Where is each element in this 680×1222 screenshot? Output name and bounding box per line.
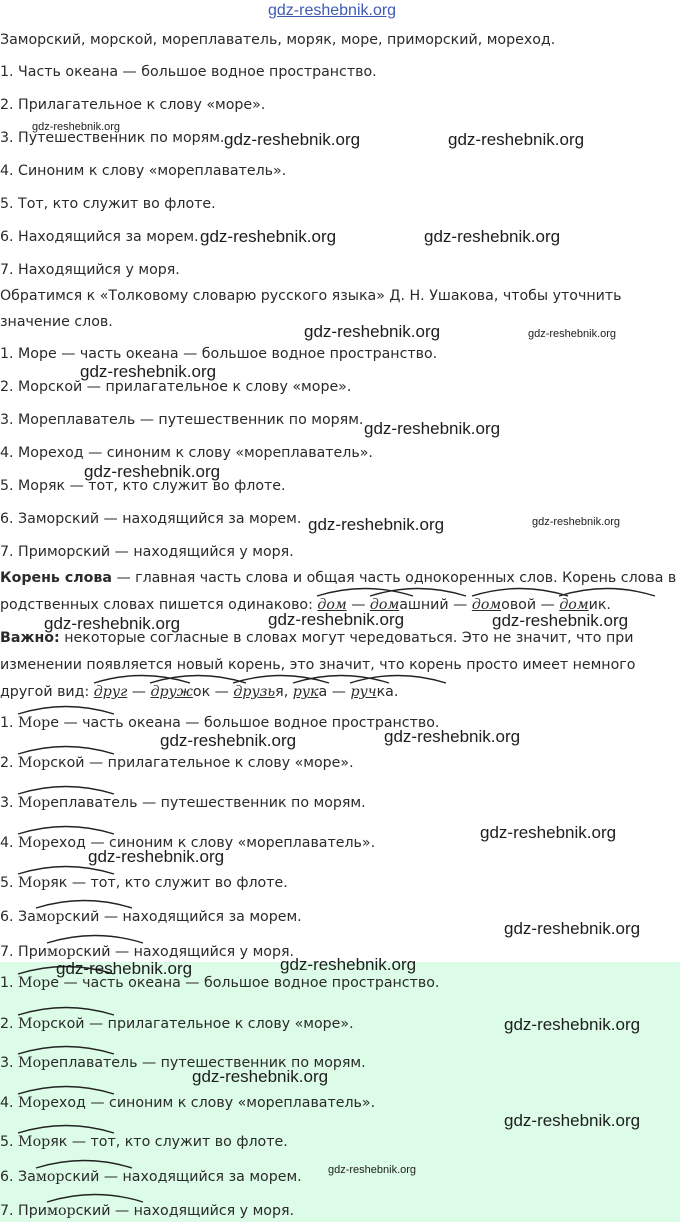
marked-b-7: 7. При морский — находящийся у моря.	[0, 1202, 294, 1220]
root-arc-icon	[16, 1006, 116, 1016]
answer-7: 7. Приморский — находящийся у моря.	[0, 544, 294, 560]
watermark: gdz-reshebnik.org	[268, 610, 405, 629]
riddle-6: 6. Находящийся за морем.	[0, 229, 199, 245]
dictionary-note-line-2: значение слов.	[0, 314, 113, 330]
important-line-2: изменении появляется новый корень, это значит, что корень просто имеет немного	[0, 657, 636, 673]
watermark: gdz-reshebnik.org	[532, 516, 621, 528]
riddle-1: 1. Часть океана — большое водное пространство.	[0, 64, 377, 80]
watermark: gdz-reshebnik.org	[160, 731, 297, 750]
watermark: gdz-reshebnik.org	[32, 121, 121, 133]
watermark: gdz-reshebnik.org	[56, 959, 193, 978]
answer-4: 4. Мореход — синоним к слову «мореплаватель».	[0, 445, 373, 461]
watermark: gdz-reshebnik.org	[480, 823, 617, 842]
marked-b-6: 6. За морский — находящийся за морем.	[0, 1168, 302, 1186]
watermark: gdz-reshebnik.org	[88, 847, 225, 866]
root-arc-icon	[16, 785, 116, 795]
marked-a-2: 2. Морской — прилагательное к слову «море».	[0, 754, 354, 772]
watermark-top[interactable]: gdz-reshebnik.org	[268, 2, 397, 19]
root-arc-icon	[348, 674, 448, 684]
marked-a-7: 7. При морский — находящийся у моря.	[0, 943, 294, 961]
riddle-7: 7. Находящийся у моря.	[0, 262, 180, 278]
watermark: gdz-reshebnik.org	[328, 1164, 417, 1176]
watermark: gdz-reshebnik.org	[192, 1067, 329, 1086]
watermark: gdz-reshebnik.org	[80, 362, 217, 381]
root-rule-lead: родственных словах пишется одинаково:	[0, 597, 318, 613]
root-arc-icon	[34, 1159, 134, 1169]
root-rule-term: Корень слова	[0, 570, 112, 586]
root-arc-icon	[16, 1124, 116, 1134]
root-dom-1: дом	[317, 596, 346, 614]
answer-5: 5. Моряк — тот, кто служит во флоте.	[0, 478, 286, 494]
riddle-5: 5. Тот, кто служит во флоте.	[0, 196, 216, 212]
root-arc-icon	[34, 899, 134, 909]
marked-b-5: 5. Моряк — тот, кто служит во флоте.	[0, 1133, 288, 1151]
watermark: gdz-reshebnik.org	[504, 1015, 641, 1034]
riddle-3: 3. Путешественник по морям.	[0, 130, 225, 146]
watermark: gdz-reshebnik.org	[44, 614, 181, 633]
root-dom-2: дом	[370, 596, 399, 614]
root-arc-icon	[16, 1085, 116, 1095]
marked-a-6: 6. За морский — находящийся за морем.	[0, 908, 302, 926]
root-drug: друг	[94, 683, 127, 701]
watermark: gdz-reshebnik.org	[504, 919, 641, 938]
important-term: Важно:	[0, 630, 60, 646]
marked-b-2: 2. Морской — прилагательное к слову «море».	[0, 1015, 354, 1033]
root-rule-line-1	[0, 569, 676, 587]
watermark: gdz-reshebnik.org	[200, 227, 337, 246]
root-rule-text: — главная часть слова и общая часть однокоренных слов. Корень слова в	[111, 570, 677, 586]
watermark: gdz-reshebnik.org	[308, 515, 445, 534]
watermark: gdz-reshebnik.org	[528, 328, 617, 340]
intro-words: Заморский, морской, мореплаватель, моряк, море, приморский, мореход.	[0, 32, 556, 48]
root-dom-3: дом	[472, 596, 501, 614]
root-arc-icon	[368, 587, 468, 597]
watermark: gdz-reshebnik.org	[224, 130, 361, 149]
marked-b-4: 4. Мореход — синоним к слову «мореплаватель».	[0, 1094, 375, 1112]
root-arc-icon	[16, 1045, 116, 1055]
root-arc-icon	[16, 825, 116, 835]
important-line-3: другой вид: друг — дружок — друзья, рука — ручка.	[0, 683, 398, 701]
watermark: gdz-reshebnik.org	[304, 322, 441, 341]
root-ruch: руч	[350, 683, 376, 701]
root-arc-icon	[557, 587, 657, 597]
root-dom-4: дом	[559, 596, 588, 614]
marked-a-1: 1. Море — часть океана — большое водное пространство.	[0, 714, 439, 732]
watermark: gdz-reshebnik.org	[424, 227, 561, 246]
watermark: gdz-reshebnik.org	[504, 1111, 641, 1130]
dictionary-note-line-1: Обратимся к «Толковому словарю русского языка» Д. Н. Ушакова, чтобы уточнить	[0, 288, 622, 304]
root-ruk: рук	[293, 683, 319, 701]
marked-a-5: 5. Моряк — тот, кто служит во флоте.	[0, 874, 288, 892]
answer-1: 1. Море — часть океана — большое водное пространство.	[0, 346, 438, 362]
marked-a-3: 3. Мореплаватель — путешественник по морям.	[0, 794, 366, 812]
watermark: gdz-reshebnik.org	[280, 955, 417, 974]
root-arc-icon	[470, 587, 570, 597]
marked-b-1: 1. Море — часть океана — большое водное пространство.	[0, 974, 439, 992]
root-druzh: друж	[150, 683, 192, 701]
watermark: gdz-reshebnik.org	[492, 611, 629, 630]
riddle-4: 4. Синоним к слову «мореплаватель».	[0, 163, 287, 179]
marked-a-4: 4. Мореход — синоним к слову «мореплаватель».	[0, 834, 375, 852]
root-arc-icon	[45, 1193, 145, 1203]
watermark: gdz-reshebnik.org	[448, 130, 585, 149]
root-arc-icon	[45, 934, 145, 944]
riddle-2: 2. Прилагательное к слову «море».	[0, 97, 266, 113]
marked-b-3: 3. Мореплаватель — путешественник по морям.	[0, 1054, 366, 1072]
root-druz: друзь	[233, 683, 275, 701]
root-rule-line-2: родственных словах пишется одинаково: дом — домашний — домовой — домик.	[0, 596, 611, 614]
root-arc-icon	[16, 745, 116, 755]
watermark: gdz-reshebnik.org	[364, 419, 501, 438]
answer-2: 2. Морской — прилагательное к слову «море».	[0, 379, 352, 395]
answer-6: 6. Заморский — находящийся за морем.	[0, 511, 302, 527]
watermark: gdz-reshebnik.org	[84, 462, 221, 481]
important-line-1: Важно: некоторые согласные в словах могут чередоваться. Это не значит, что при	[0, 630, 634, 646]
root-arc-icon	[16, 705, 116, 715]
watermark: gdz-reshebnik.org	[384, 727, 521, 746]
answer-3: 3. Мореплаватель — путешественник по морям.	[0, 412, 364, 428]
